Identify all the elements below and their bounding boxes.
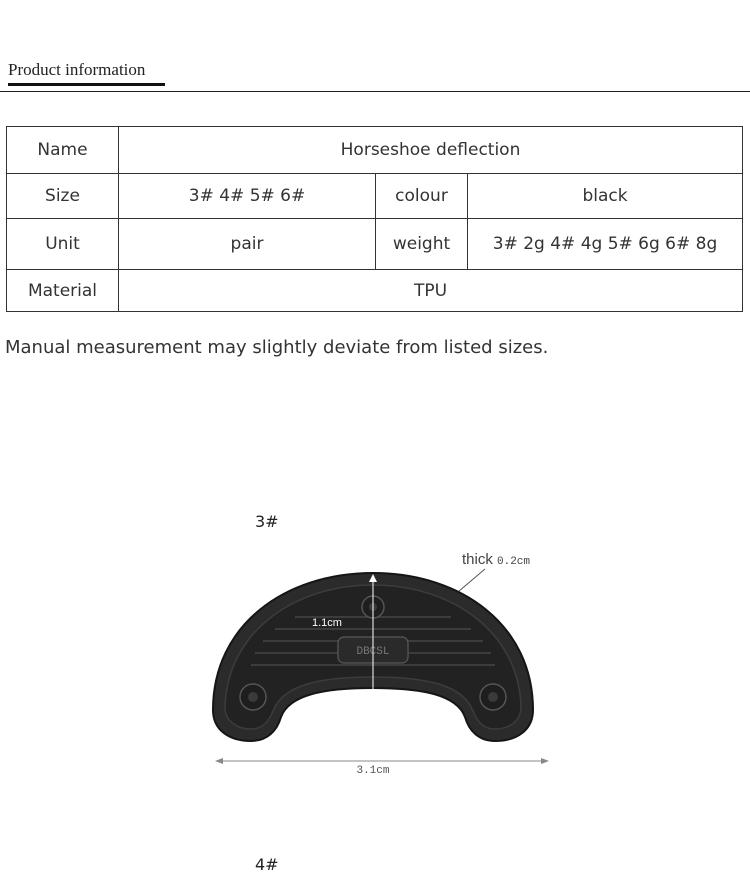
measurement-note: Manual measurement may slightly deviate from listed sizes. (5, 337, 549, 358)
name-label: Name (7, 127, 119, 174)
emboss-text: DBCSL (356, 646, 390, 658)
name-value: Horseshoe deflection (119, 127, 743, 174)
weight-label: weight (376, 219, 468, 270)
arrow-left-icon (215, 758, 223, 764)
section-divider (0, 91, 750, 92)
arrow-right-icon (541, 758, 549, 764)
width-label: 3.1cm (356, 765, 390, 777)
material-value: TPU (119, 270, 743, 312)
size-3-label: 3# (255, 512, 279, 531)
material-label: Material (7, 270, 119, 312)
table-row (7, 270, 743, 312)
title-underline (8, 83, 165, 86)
colour-value: black (468, 174, 743, 219)
weight-value: 3# 2g 4# 4g 5# 6g 6# 8g (468, 219, 743, 270)
size-4-label: 4# (255, 855, 279, 874)
size-value: 3# 4# 5# 6# (119, 174, 376, 219)
unit-value: pair (119, 219, 376, 270)
table-row (7, 219, 743, 270)
thick-value: 0.2cm (497, 556, 531, 568)
horseshoe-heel-image (195, 545, 555, 785)
screw-hole (480, 684, 506, 710)
product-info-title: Product information (8, 60, 146, 79)
screw-hole (240, 684, 266, 710)
arrow-down-icon (369, 696, 377, 704)
table-row (7, 127, 743, 174)
spec-table (6, 126, 743, 312)
colour-label: colour (376, 174, 468, 219)
thick-label: thick (462, 551, 493, 568)
height-label: 1.1cm (312, 617, 342, 629)
unit-label: Unit (7, 219, 119, 270)
table-row (7, 174, 743, 219)
size-label: Size (7, 174, 119, 219)
